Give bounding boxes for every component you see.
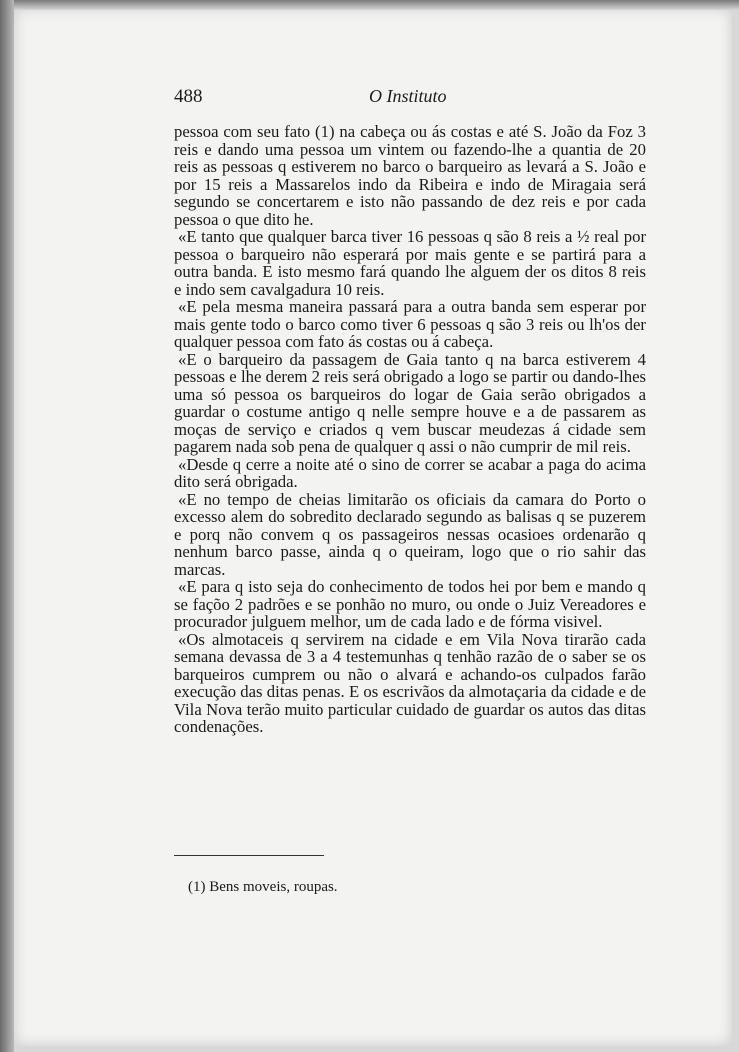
paragraph: «E no tempo de cheias limitarão os oficiais da camara do Porto o excesso alem do sobredito declarado segundo as balisas q se puzerem e porq não convem q os passageiros nessas ocasioes ordenarão q nenhum barco passe, ainda q o queiram, logo que o rio sahir das marcas. — [174, 489, 646, 579]
paragraph: «E para q isto seja do conhecimento de todos hei por bem e mando q se façõo 2 padrões e se ponhão no muro, ou onde o Juiz Vereadores e procurador julguem melhor, um de cada lado e de fórma visivel. — [174, 577, 646, 631]
paragraph: «E o barqueiro da passagem de Gaia tanto q na barca estiverem 4 pessoas e lhe derem 2 reis será obrigado a logo se partir ou dando-lhes uma só pessoa os barqueiros do logar de Gaia serão obrigados a guardar o costume antigo q nelle sempre houve e a de passarem as moças de serviço e criados q vem buscar meudezas á cidade sem pagarem nada sob pena de qualquer q assi o não cumprir de mil reis. — [174, 349, 646, 456]
paragraph: «E tanto que qualquer barca tiver 16 pessoas q são 8 reis a ½ real por pessoa o barqueiro não esperará por mais gente e se partirá para a outra banda. E isto mesmo fará quando lhe alguem der os ditos 8 reis e indo sem cavalgadura 10 reis. — [174, 227, 646, 299]
paragraph: «Os almotaceis q servirem na cidade e em Vila Nova tirarão cada semana devassa de 3 a 4 testemunhas q tenhão razão de o saber se os barqueiros cumprem ou não o alvará e achando-os culpados farão execução das ditas penas. E os escrivãos da almotaçaria da cidade e de Vila Nova terão muito particular cuidado de guardar os autos das ditas condenações. — [174, 629, 646, 736]
book-spine-shadow — [0, 0, 14, 1052]
page-top-edge — [14, 0, 739, 10]
paragraph: «E pela mesma maneira passará para a outra banda sem esperar por mais gente todo o barco como tiver 6 pessoas q são 3 reis ou lh'os der qualquer pessoa com fato ás costas ou á cabeça. — [174, 297, 646, 351]
paragraph: pessoa com seu fato (1) na cabeça ou ás costas e até S. João da Foz 3 reis e dando uma pessoa um vintem ou fazendo-lhe a quantia de 20 reis as pessoas q estiverem no barco o barqueiro as levará a S. João e por 15 reis a Massarelos indo da Ribeira e indo de Miragaia será segundo se concertarem e isto não passando de dez reis e por cada pessoa o que dito he. — [174, 122, 646, 229]
footnote: (1) Bens moveis, roupas. — [188, 879, 338, 895]
page-header — [174, 86, 654, 110]
body-text — [174, 123, 646, 736]
running-title: O Instituto — [369, 86, 447, 106]
footnote-divider — [174, 855, 324, 856]
page-number: 488 — [174, 86, 203, 107]
paragraph: «Desde q cerre a noite até o sino de correr se acabar a paga do acima dito será obrigada. — [174, 454, 646, 491]
